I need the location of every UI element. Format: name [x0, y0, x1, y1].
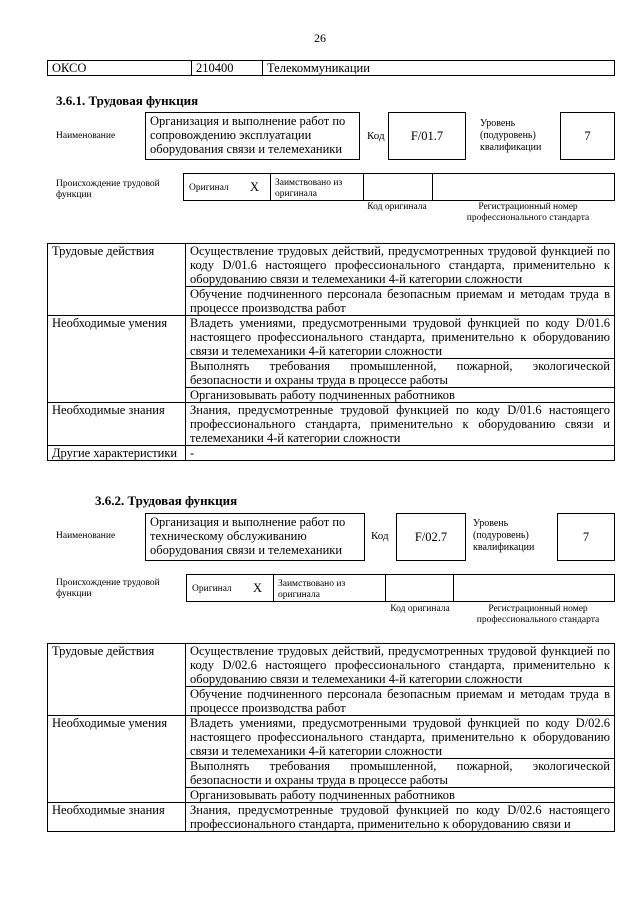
- function-details-table-1: [47, 243, 615, 461]
- function-details-table-2: [47, 643, 615, 832]
- row-item: -: [186, 446, 615, 461]
- level-box: 7: [557, 513, 615, 561]
- okso-name: Телекоммуникации: [263, 61, 615, 76]
- code-original-label: Код оригинала: [390, 604, 450, 614]
- row-item: Обучение подчиненного персонала безопасным приемам и методам труда в процессе производства работ: [186, 287, 615, 316]
- okso-label: ОКСО: [48, 61, 192, 76]
- origin-label: Происхождение трудовой функции: [56, 179, 160, 200]
- row-label: Необходимые умения: [48, 716, 186, 803]
- row-item: Обучение подчиненного персонала безопасным приемам и методам труда в процессе производства работ: [186, 687, 615, 716]
- section-title-3-6-1: 3.6.1. Трудовая функция: [56, 93, 199, 108]
- row-item: Знания, предусмотренные трудовой функцией по коду D/02.6 настоящего профессионального стандарта, применительно к оборудованию связи и: [186, 803, 615, 832]
- row-item: Организовывать работу подчиненных работников: [186, 788, 615, 803]
- row-label: Трудовые действия: [48, 244, 186, 316]
- function-name-box: Организация и выполнение работ по сопровождению эксплуатации оборудования связи и телемеханики: [145, 112, 360, 160]
- okso-code: 210400: [192, 61, 263, 76]
- table-row: [48, 644, 615, 687]
- row-item: Организовывать работу подчиненных работников: [186, 388, 615, 403]
- name-label: Наименование: [56, 131, 116, 141]
- row-label: Необходимые умения: [48, 316, 186, 403]
- function-name-box: Организация и выполнение работ по техническому обслуживанию оборудования связи и телемеханики: [145, 513, 365, 561]
- level-label: Уровень (подуровень) квалификации: [480, 118, 542, 153]
- row-item: Осуществление трудовых действий, предусмотренных трудовой функцией по коду D/01.6 настоящего профессионального стандарта, применительно к оборудованию связи и телемеханики 4-й категории сложности: [186, 244, 615, 287]
- row-label: Трудовые действия: [48, 644, 186, 716]
- table-row: [48, 316, 615, 359]
- row-item: Выполнять требования промышленной, пожарной, экологической безопасности и охраны труда в процессе работы: [186, 759, 615, 788]
- table-row: [48, 403, 615, 446]
- origin-table: [186, 574, 615, 602]
- level-box: 7: [560, 112, 615, 160]
- row-label: Другие характеристики: [48, 446, 186, 461]
- code-label: Код: [367, 130, 385, 142]
- function-code-box: F/02.7: [396, 513, 466, 561]
- original-label: Оригинал: [189, 183, 229, 193]
- table-row: [48, 716, 615, 759]
- row-item: Знания, предусмотренные трудовой функцией по коду D/01.6 настоящего профессионального стандарта, применительно к оборудованию связи и телемеханики 4-й категории сложности: [186, 403, 615, 446]
- row-item: Владеть умениями, предусмотренными трудовой функцией по коду D/01.6 настоящего профессионального стандарта, применительно к оборудованию связи и телемеханики 4-й категории сложности: [186, 316, 615, 359]
- function-code-box: F/01.7: [388, 112, 466, 160]
- original-label: Оригинал: [192, 584, 232, 594]
- borrowed-label: Заимствовано из оригинала: [278, 579, 346, 600]
- page-number: 26: [314, 31, 326, 45]
- origin-label: Происхождение трудовой функции: [56, 578, 160, 599]
- row-label: Необходимые знания: [48, 403, 186, 446]
- original-mark: X: [253, 581, 263, 595]
- row-item: Выполнять требования промышленной, пожарной, экологической безопасности и охраны труда в процессе работы: [186, 359, 615, 388]
- row-item: Владеть умениями, предусмотренными трудовой функцией по коду D/02.6 настоящего профессионального стандарта, применительно к оборудованию связи и телемеханики 4-й категории сложности: [186, 716, 615, 759]
- table-row: [48, 446, 615, 461]
- code-label: Код: [371, 530, 389, 542]
- row-item: Осуществление трудовых действий, предусмотренных трудовой функцией по коду D/02.6 настоящего профессионального стандарта, применительно к оборудованию связи и телемеханики 4-й категории сложности: [186, 644, 615, 687]
- reg-number-label: Регистрационный номер профессионального стандарта: [466, 202, 590, 223]
- table-row: [48, 244, 615, 287]
- original-mark: X: [250, 180, 260, 194]
- reg-number-label: Регистрационный номер профессионального стандарта: [476, 604, 600, 625]
- section-title-3-6-2: 3.6.2. Трудовая функция: [95, 493, 238, 508]
- level-label: Уровень (подуровень) квалификации: [473, 518, 535, 553]
- okso-table: [47, 60, 615, 76]
- name-label: Наименование: [56, 531, 116, 541]
- code-original-label: Код оригинала: [367, 202, 427, 212]
- table-row: [48, 803, 615, 832]
- row-label: Необходимые знания: [48, 803, 186, 832]
- origin-table: [183, 173, 615, 201]
- borrowed-label: Заимствовано из оригинала: [275, 178, 343, 199]
